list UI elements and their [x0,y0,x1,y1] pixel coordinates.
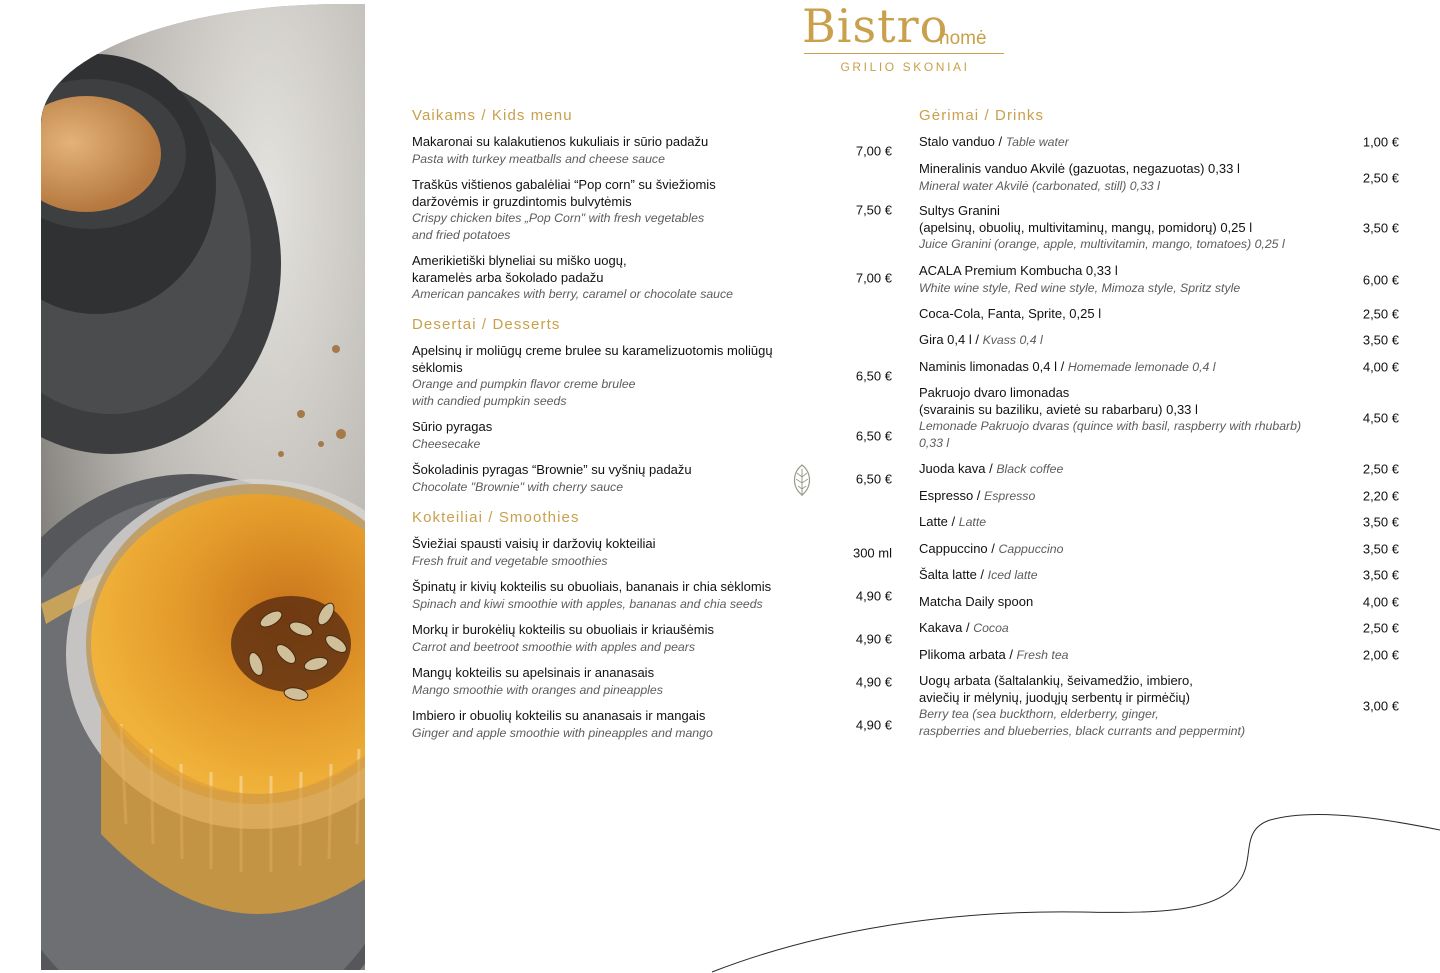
item-price: 6,50 € [855,428,892,443]
logo-name-suffix: nomė [939,28,987,49]
drink-item [919,594,1399,611]
item-name: Stalo vanduo / [919,134,1006,149]
drink-item [919,203,1399,253]
menu-item [412,462,892,495]
section-heading-kids: Vaikams / Kids menu [412,107,573,124]
item-name: Uogų arbata (šaltalankių, šeivamedžio, imbiero, aviečių ir mėlynių, juodųjų serbentų ir pirmėčių) [919,673,1193,705]
item-translation: Table water [1005,135,1069,149]
drink-item [919,567,1399,584]
item-name: Šalta latte / [919,567,988,582]
item-translation: Latte [958,515,987,529]
item-translation: Fresh fruit and vegetable smoothies [412,553,608,568]
item-name: Plikoma arbata / [919,647,1017,662]
item-translation: Carrot and beetroot smoothie with apples and pears [412,639,695,654]
item-name: Šokoladinis pyragas “Brownie” su vyšnių padažu [412,462,692,477]
item-price: 4,50 € [1362,410,1399,426]
section-heading-smoothies: Kokteiliai / Smoothies [412,509,580,526]
menu-item [412,253,892,303]
item-name: Sūrio pyragas [412,419,493,434]
menu-item [412,536,892,569]
item-translation: Juice Granini (orange, apple, multivitamin, mango, tomatoes) 0,25 l [919,237,1285,251]
item-translation: Iced latte [987,568,1038,582]
item-translation: Fresh tea [1016,648,1069,662]
menu-item [412,343,892,409]
item-price: 7,50 € [855,202,892,218]
item-name: Makaronai su kalakutienos kukuliais ir sūrio padažu [412,134,709,149]
item-name: Juoda kava / [919,461,997,476]
item-name: Mineralinis vanduo Akvilė (gazuotas, negazuotas) 0,33 l [919,161,1240,176]
item-price: 2,50 € [1362,461,1399,477]
item-volume: 300 ml [852,545,892,560]
item-translation: Homemade lemonade 0,4 l [1067,360,1216,374]
drink-item [919,541,1399,558]
item-price: 3,50 € [1362,541,1399,557]
leaf-icon [790,463,814,497]
logo-name: Bistro [802,0,949,53]
item-price: 4,90 € [855,674,892,689]
item-name: ACALA Premium Kombucha 0,33 l [919,263,1118,278]
item-translation: Berry tea (sea buckthorn, elderberry, ginger, raspberries and blueberries, black currants and peppermint) [919,707,1246,738]
drink-item [919,461,1399,478]
item-translation: Cocoa [973,621,1009,635]
item-name: Kakava / [919,620,974,635]
menu-item [412,579,892,612]
item-price: 4,00 € [1362,359,1399,375]
item-name: Matcha Daily spoon [919,594,1034,609]
item-price: 3,50 € [1362,567,1399,583]
item-translation: Spinach and kiwi smoothie with apples, bananas and chia seeds [412,596,763,611]
item-translation: Cappuccino [998,542,1064,556]
drink-item [919,134,1399,151]
item-price: 7,00 € [855,270,892,286]
item-price: 4,90 € [855,588,892,603]
item-price: 3,00 € [1362,698,1399,714]
item-price: 7,00 € [855,143,892,158]
drink-item [919,263,1399,296]
logo-tagline: GRILIO SKONIAI [840,60,970,74]
item-translation: Cheesecake [412,436,481,451]
item-name: Gira 0,4 l / [919,332,983,347]
item-translation: Mango smoothie with oranges and pineapples [412,682,663,697]
item-name: Latte / [919,514,959,529]
item-translation: Pasta with turkey meatballs and cheese sauce [412,151,665,166]
item-translation: Mineral water Akvilė (carbonated, still) 0,33 l [919,178,1160,193]
item-name: Espresso / [919,488,985,503]
item-price: 2,50 € [1362,306,1399,322]
item-name: Špinatų ir kivių kokteilis su obuoliais, bananais ir chia sėklomis [412,579,772,594]
menu-item [412,665,892,698]
drink-item [919,359,1399,376]
item-price: 2,50 € [1362,170,1399,185]
item-name: Cappuccino / [919,541,999,556]
item-translation: Black coffee [996,462,1064,476]
item-translation: Orange and pumpkin flavor creme brulee with candied pumpkin seeds [412,377,636,408]
menu-item [412,708,892,741]
drink-item [919,306,1399,323]
item-name: Sultys Granini (apelsinų, obuolių, multivitaminų, mangų, pomidorų) 0,25 l [919,203,1253,235]
item-price: 6,50 € [855,368,892,384]
item-price: 4,90 € [855,631,892,646]
item-price: 6,50 € [855,471,892,486]
item-translation: Chocolate "Brownie" with cherry sauce [412,479,624,494]
item-price: 1,00 € [1362,134,1399,150]
food-photo [41,4,365,970]
item-price: 4,90 € [855,717,892,732]
menu-item [412,177,892,243]
item-price: 2,00 € [1362,647,1399,663]
item-price: 3,50 € [1362,332,1399,348]
item-price: 4,00 € [1362,594,1399,610]
item-name: Šviežiai spausti vaisių ir daržovių kokteiliai [412,536,656,551]
drink-item [919,673,1399,739]
drink-item [919,514,1399,531]
menu-item [412,419,892,452]
drink-item [919,647,1399,664]
item-translation: American pancakes with berry, caramel or chocolate sauce [412,287,734,301]
item-name: Coca-Cola, Fanta, Sprite, 0,25 l [919,306,1102,321]
decorative-swirl [700,800,1440,973]
item-name: Pakruojo dvaro limonadas (svarainis su baziliku, avietė su rabarbaru) 0,33 l [919,385,1198,417]
item-translation: Kvass 0,4 l [982,333,1043,347]
drink-item [919,620,1399,637]
logo-divider [804,53,1004,54]
item-translation: Ginger and apple smoothie with pineapples and mango [412,725,713,740]
drink-item [919,385,1399,451]
food-photo-illustration [41,4,365,970]
item-name: Amerikietiški blyneliai su miško uogų, karamelės arba šokolado padažu [412,253,627,285]
menu-item [412,134,892,167]
drink-item [919,332,1399,349]
section-heading-drinks: Gėrimai / Drinks [919,107,1045,124]
bistro-logo [800,2,1010,74]
item-name: Mangų kokteilis su apelsinais ir ananasais [412,665,655,680]
item-name: Morkų ir burokėlių kokteilis su obuoliais ir kriaušėmis [412,622,714,637]
item-name: Imbiero ir obuolių kokteilis su ananasais ir mangais [412,708,706,723]
item-price: 3,50 € [1362,514,1399,530]
item-name: Traškūs vištienos gabalėliai “Pop corn” su šviežiomis daržovėmis ir gruzdintomis bulvytėmis [412,177,716,209]
item-name: Apelsinų ir moliūgų creme brulee su karamelizuotomis moliūgų sėklomis [412,343,773,375]
item-name: Naminis limonadas 0,4 l / [919,359,1068,374]
item-price: 6,00 € [1362,272,1399,287]
item-translation: Crispy chicken bites „Pop Corn" with fresh vegetables and fried potatoes [412,211,705,242]
item-translation: Espresso [984,489,1036,503]
item-translation: White wine style, Red wine style, Mimoza style, Spritz style [919,280,1241,295]
menu-item [412,622,892,655]
item-price: 2,50 € [1362,620,1399,636]
item-price: 3,50 € [1362,220,1399,236]
item-price: 2,20 € [1362,488,1399,504]
drink-item [919,161,1399,194]
section-heading-desserts: Desertai / Desserts [412,316,561,333]
drink-item [919,488,1399,505]
item-translation: Lemonade Pakruojo dvaras (quince with basil, raspberry with rhubarb) 0,33 l [919,419,1302,450]
